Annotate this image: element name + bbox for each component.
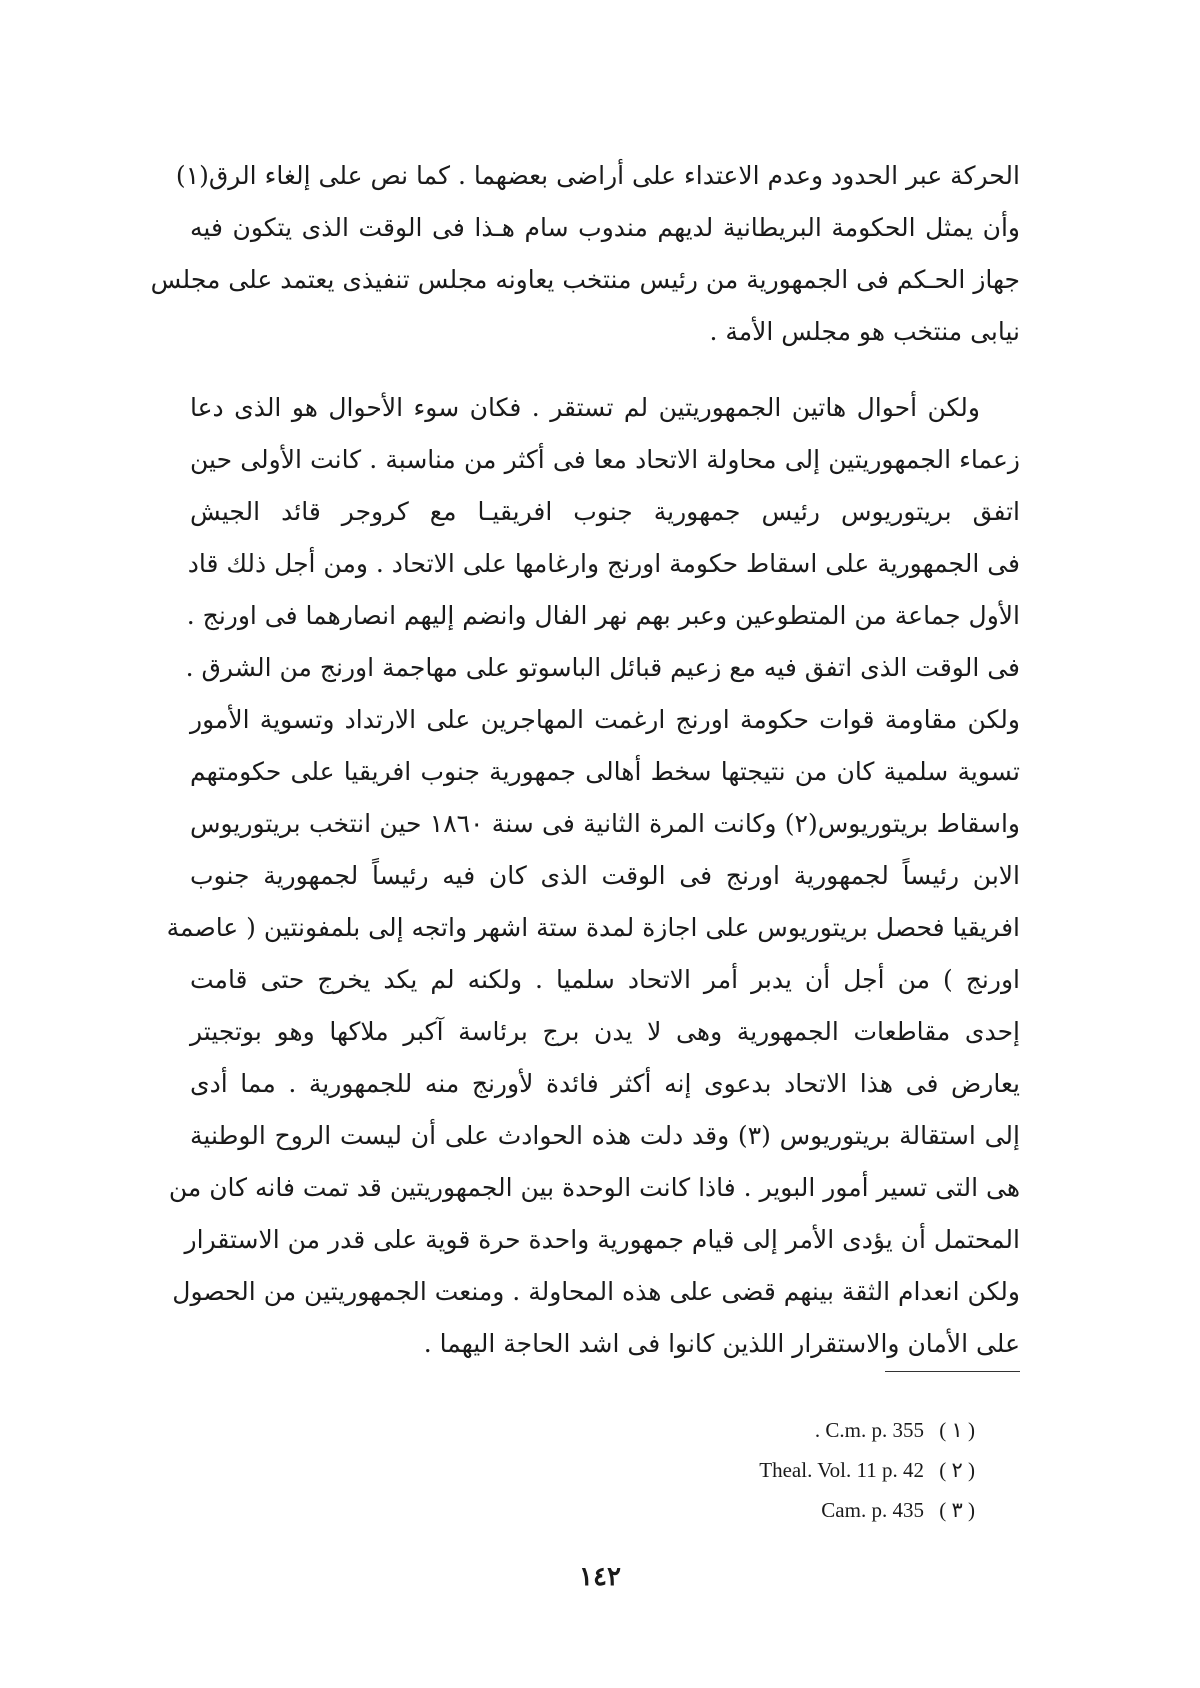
footnote-reference: . C.m. p. 355 (814, 1418, 924, 1442)
text-line: جهاز الحـكم فى الجمهورية من رئيس منتخب يعاونه مجلس تنفيذى يعتمد على مجلس (150, 265, 1020, 294)
text-line: ولكن انعدام الثقة بينهم قضى على هذه المحاولة . ومنعت الجمهوريتين من الحصول (172, 1277, 1020, 1306)
text-line: على الأمان والاستقرار اللذين كانوا فى اشد الحاجة اليهما . (423, 1329, 1020, 1358)
paragraph-2 (166, 382, 1020, 1370)
footnote-1 (615, 1410, 975, 1450)
text-line: هى التى تسير أمور البوير . فاذا كانت الوحدة بين الجمهوريتين قد تمت فانه كان من (168, 1173, 1020, 1202)
footnotes (615, 1410, 975, 1530)
text-line: فى الوقت الذى اتفق فيه مع زعيم قبائل الباسوتو على مهاجمة اورنج من الشرق . (185, 653, 1020, 682)
footnote-number: ( ١ ) (939, 1418, 975, 1442)
footnote-number: ( ٢ ) (939, 1458, 975, 1482)
text-line: ولكن مقاومة قوات حكومة اورنج ارغمت المهاجرين على الارتداد وتسوية الأمور (190, 705, 1020, 734)
text-line: يعارض فى هذا الاتحاد بدعوى إنه أكثر فائدة لأورنج منه للجمهورية . مما أدى (190, 1069, 1020, 1098)
text-line: تسوية سلمية كان من نتيجتها سخط أهالى جمهورية جنوب افريقيا على حكومتهم (190, 757, 1020, 786)
text-line: واسقاط بريتوريوس(٢) وكانت المرة الثانية فى سنة ١٨٦٠ حين انتخب بريتوريوس (190, 809, 1020, 838)
text-line: اتفق بريتوريوس رئيس جمهورية جنوب افريقيـا مع كروجر قائد الجيش (190, 497, 1020, 526)
text-line: اورنج ) من أجل أن يدبر أمر الاتحاد سلميا . ولكنه لم يكد يخرج حتى قامت (190, 965, 1020, 994)
text-line: ولكن أحوال هاتين الجمهوريتين لم تستقر . فكان سوء الأحوال هو الذى دعا (190, 393, 980, 422)
footnote-reference: Cam. p. 435 (821, 1498, 924, 1522)
footnote-divider (885, 1371, 1020, 1372)
text-line: المحتمل أن يؤدى الأمر إلى قيام جمهورية واحدة حرة قوية على قدر من الاستقرار (184, 1225, 1020, 1254)
page-number: ١٤٢ (579, 1562, 621, 1592)
text-line: وأن يمثل الحكومة البريطانية لديهم مندوب سام هـذا فى الوقت الذى يتكون فيه (190, 213, 1020, 242)
paragraph-1 (150, 150, 1020, 358)
text-line: الابن رئيساً لجمهورية اورنج فى الوقت الذى كان فيه رئيساً لجمهورية جنوب (190, 861, 1020, 890)
footnote-number: ( ٣ ) (939, 1498, 975, 1522)
text-line: زعماء الجمهوريتين إلى محاولة الاتحاد معا فى أكثر من مناسبة . كانت الأولى حين (190, 445, 1020, 474)
text-line: الأول جماعة من المتطوعين وعبر بهم نهر الفال وانضم إليهم انصارهما فى اورنج . (186, 601, 1020, 630)
text-line: افريقيا فحصل بريتوريوس على اجازة لمدة ستة اشهر واتجه إلى بلمفونتين ( عاصمة (166, 913, 1020, 942)
footnote-2 (615, 1450, 975, 1490)
footnote-reference: Theal. Vol. 11 p. 42 (759, 1458, 924, 1482)
text-line: الحركة عبر الحدود وعدم الاعتداء على أراضى بعضهما . كما نص على إلغاء الرق(١) (175, 161, 1020, 190)
footnote-3 (615, 1490, 975, 1530)
text-line: إلى استقالة بريتوريوس (٣) وقد دلت هذه الحوادث على أن ليست الروح الوطنية (190, 1121, 1020, 1150)
text-line: إحدى مقاطعات الجمهورية وهى لا يدن برج برئاسة آكبر ملاكها وهو بوتجيتر (190, 1017, 1020, 1046)
text-line: نيابى منتخب هو مجلس الأمة . (709, 317, 1020, 346)
text-line: فى الجمهورية على اسقاط حكومة اورنج وارغامها على الاتحاد . ومن أجل ذلك قاد (187, 549, 1020, 578)
